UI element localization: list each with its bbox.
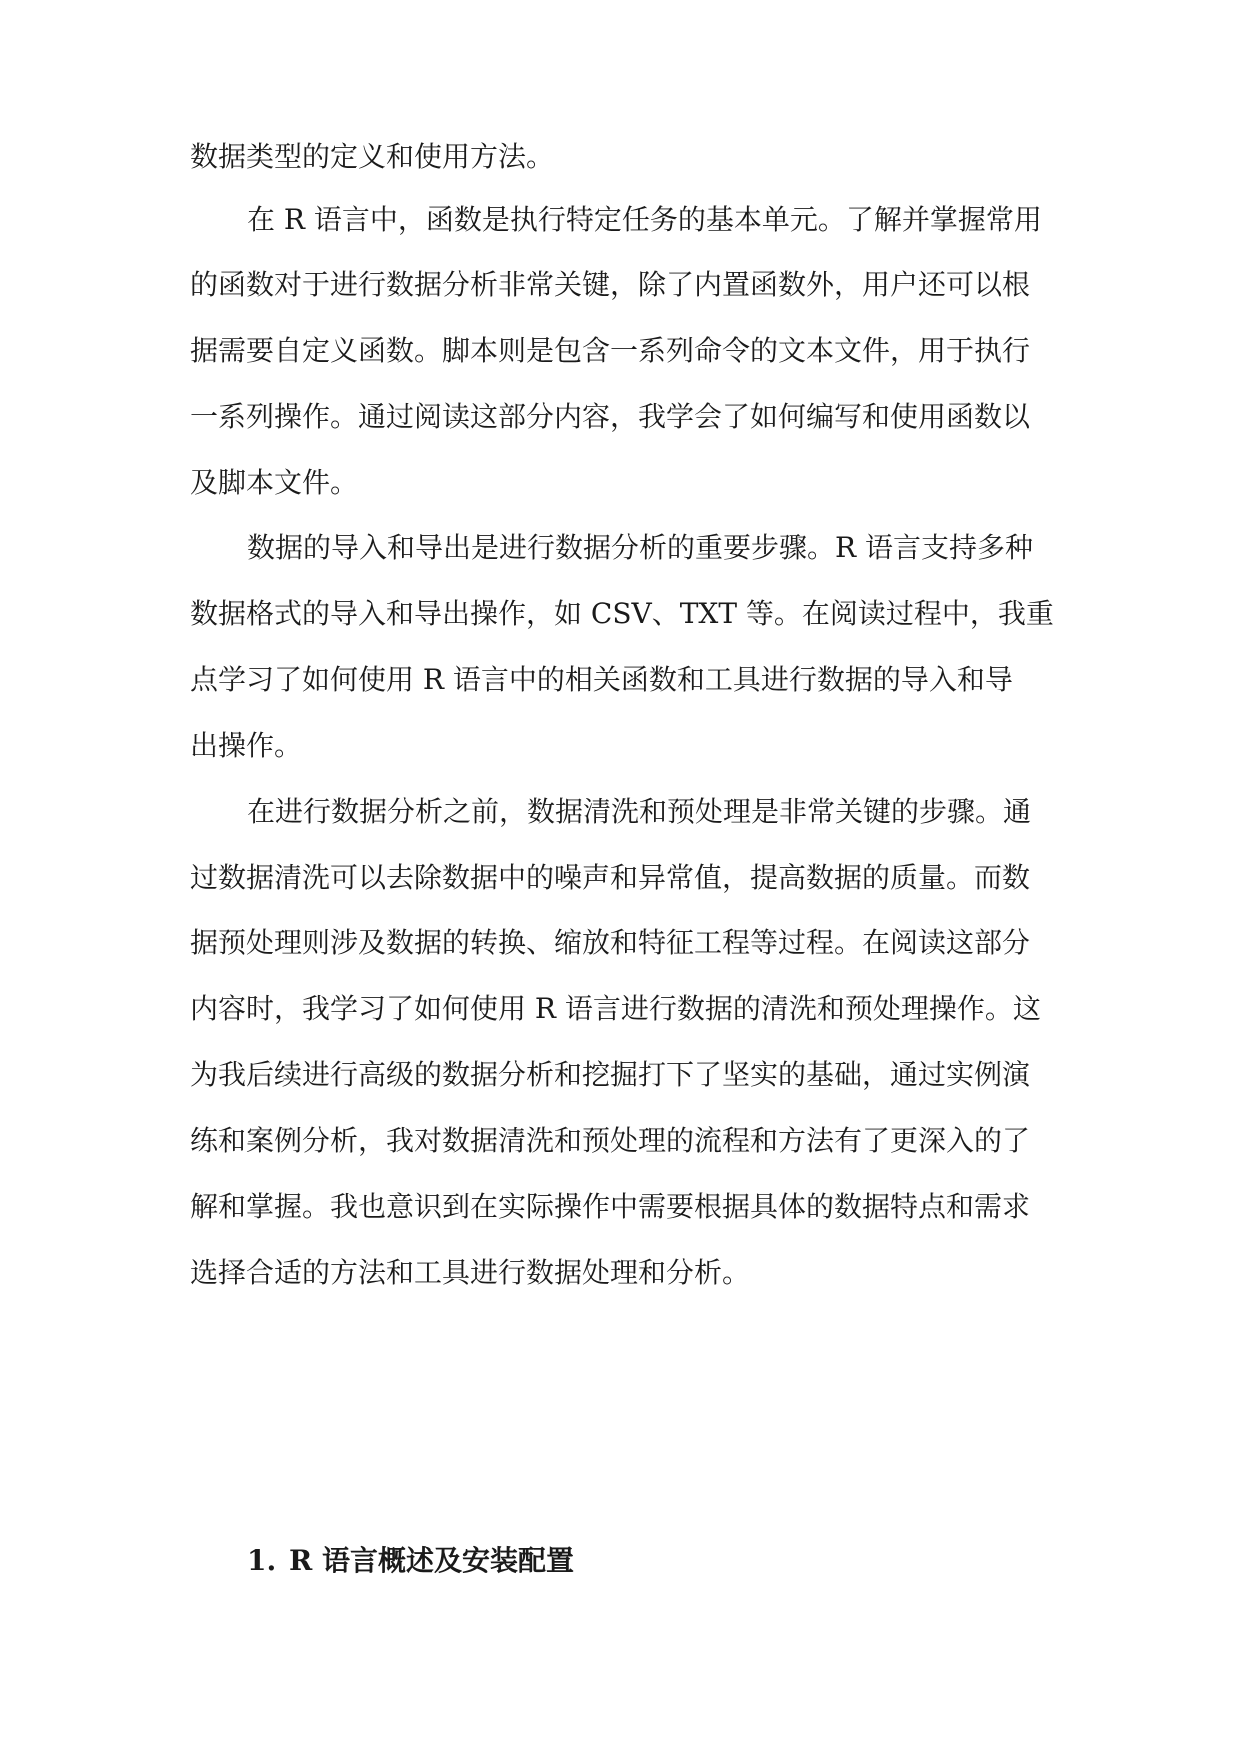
section-title: R 语言概述及安装配置 [289, 1544, 575, 1577]
text-line: 的函数对于进行数据分析非常关键，除了内置函数外，用户还可以根 [190, 268, 1031, 301]
text-line: 数据类型的定义和使用方法。 [190, 140, 555, 173]
text-line: 在 R 语言中，函数是执行特定任务的基本单元。了解并掌握常用 [247, 203, 1042, 236]
text-line: 为我后续进行高级的数据分析和挖掘打下了坚实的基础，通过实例演 [190, 1058, 1031, 1091]
text-line: 解和掌握。我也意识到在实际操作中需要根据具体的数据特点和需求 [190, 1190, 1031, 1223]
text-line: 在进行数据分析之前，数据清洗和预处理是非常关键的步骤。通 [247, 795, 1032, 828]
section-heading [247, 1541, 574, 1581]
text-line: 选择合适的方法和工具进行数据处理和分析。 [190, 1256, 751, 1289]
text-line: 一系列操作。通过阅读这部分内容，我学会了如何编写和使用函数以 [190, 400, 1031, 433]
section-number: 1. [247, 1544, 277, 1577]
text-line: 数据的导入和导出是进行数据分析的重要步骤。R 语言支持多种 [247, 531, 1033, 564]
text-line: 练和案例分析，我对数据清洗和预处理的流程和方法有了更深入的了 [190, 1124, 1031, 1157]
text-line: 数据格式的导入和导出操作，如 CSV、TXT 等。在阅读过程中，我重 [190, 597, 1054, 630]
text-line: 过数据清洗可以去除数据中的噪声和异常值，提高数据的质量。而数 [190, 861, 1031, 894]
text-line: 点学习了如何使用 R 语言中的相关函数和工具进行数据的导入和导 [190, 663, 1013, 696]
text-line: 据需要自定义函数。脚本则是包含一系列命令的文本文件，用于执行 [190, 334, 1031, 367]
text-line: 内容时，我学习了如何使用 R 语言进行数据的清洗和预处理操作。这 [190, 992, 1041, 1025]
text-line: 据预处理则涉及数据的转换、缩放和特征工程等过程。在阅读这部分 [190, 926, 1031, 959]
text-line: 出操作。 [190, 729, 303, 762]
text-line: 及脚本文件。 [190, 466, 359, 499]
